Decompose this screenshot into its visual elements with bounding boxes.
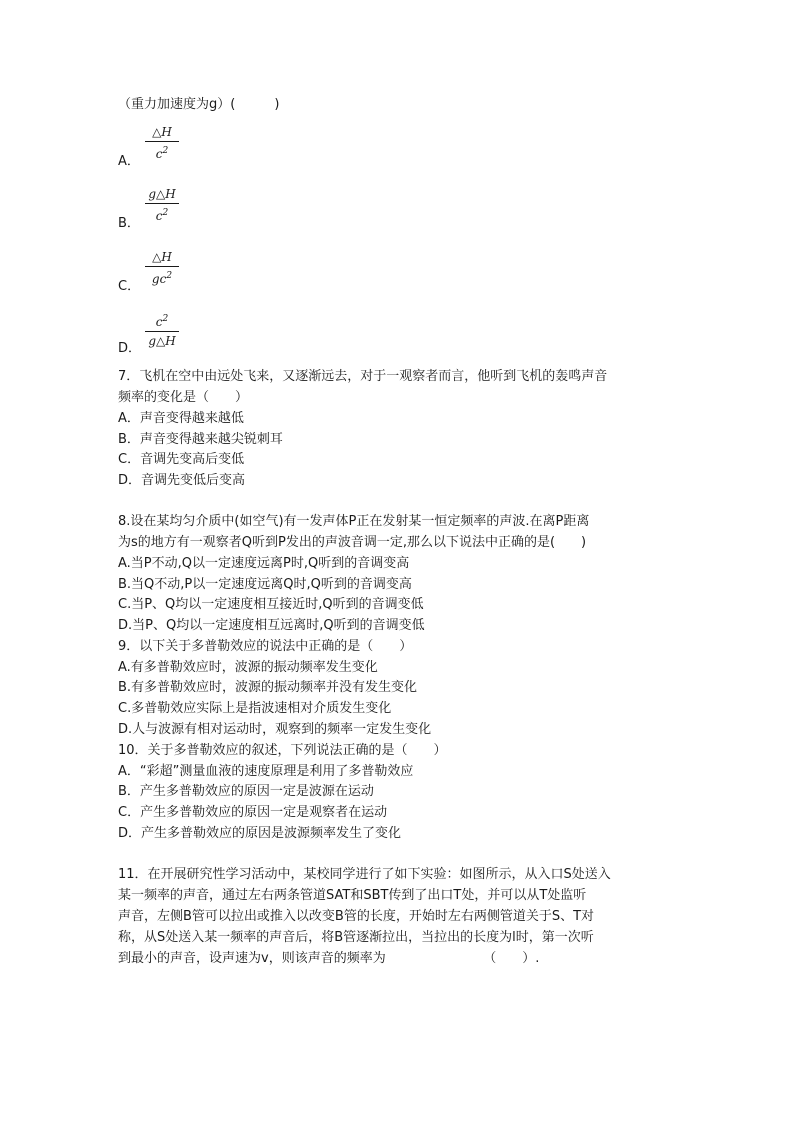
q10-option-a: A．“彩超”测量血液的速度原理是利用了多普勒效应 (118, 764, 414, 779)
q11-stem-line-5: 到最小的声音，设声速为v，则该声音的频率为 （ ）. (118, 951, 540, 966)
q11-stem-line-3: 声音，左侧B管可以拉出或推入以改变B管的长度，开始时左右两侧管道关于S、T对 (118, 909, 595, 924)
q7-stem-line-2: 频率的变化是（ ） (118, 390, 249, 405)
fraction-bar (145, 331, 179, 332)
q11-stem-line-4: 称，从S处送入某一频率的声音后，将B管逐渐拉出，当拉出的长度为l时，第一次听 (118, 930, 594, 945)
q8-option-a: A.当P不动,Q以一定速度远离P时,Q听到的音调变高 (118, 556, 410, 571)
q9-option-d: D.人与波源有相对运动时，观察到的频率一定发生变化 (118, 722, 432, 737)
fraction-bar (145, 266, 179, 267)
fraction-denominator: g△H (148, 334, 176, 348)
q10-option-b: B．产生多普勒效应的原因一定是波源在运动 (118, 784, 374, 799)
q6-option-a-fraction (145, 124, 179, 162)
fraction-bar (145, 141, 179, 142)
q10-stem: 10．关于多普勒效应的叙述，下列说法正确的是（ ） (118, 743, 447, 758)
q6-stem-tail: （重力加速度为g）( ) (118, 97, 280, 112)
q9-option-c: C.多普勒效应实际上是指波速相对介质发生变化 (118, 701, 392, 716)
q7-stem-line-1: 7．飞机在空中由远处飞来，又逐渐远去，对于一观察者而言，他听到飞机的轰鸣声音 (118, 369, 608, 384)
q8-stem-line-1: 8.设在某均匀介质中(如空气)有一发声体P正在发射某一恒定频率的声波.在离P距离 (118, 514, 590, 529)
q8-option-d: D.当P、Q均以一定速度相互远离时,Q听到的音调变低 (118, 618, 425, 633)
q6-option-d-label: D． (118, 341, 142, 356)
q8-option-c: C.当P、Q均以一定速度相互接近时,Q听到的音调变低 (118, 597, 424, 612)
q9-option-b: B.有多普勒效应时，波源的振动频率并没有发生变化 (118, 680, 418, 695)
fraction-denominator: $c^2$ (155, 146, 169, 161)
q9-stem: 9．以下关于多普勒效应的说法中正确的是（ ） (118, 639, 413, 654)
q6-option-a-label: A． (118, 154, 140, 169)
fraction-numerator: g△H (148, 187, 176, 201)
q10-option-c: C．产生多普勒效应的原因一定是观察者在运动 (118, 805, 388, 820)
q7-option-a: A．声音变得越来越低 (118, 411, 244, 426)
q10-option-d: D．产生多普勒效应的原因是波源频率发生了变化 (118, 826, 402, 841)
q7-option-d: D．音调先变低后变高 (118, 473, 246, 488)
q8-stem-line-2: 为s的地方有一观察者Q听到P发出的声波音调一定,那么以下说法中正确的是( ) (118, 535, 587, 550)
q11-stem-line-1: 11．在开展研究性学习活动中，某校同学进行了如下实验：如图所示，从入口S处送入 (118, 867, 611, 882)
fraction-bar (145, 203, 179, 204)
q6-option-b-label: B． (118, 216, 140, 231)
q9-option-a: A.有多普勒效应时，波源的振动频率发生变化 (118, 660, 378, 675)
q7-option-c: C．音调先变高后变低 (118, 452, 245, 467)
fraction-numerator: $c^2$ (155, 314, 169, 329)
q7-option-b: B．声音变得越来越尖锐刺耳 (118, 432, 283, 447)
q6-option-b-fraction (145, 186, 179, 224)
q6-option-d-fraction (145, 311, 179, 349)
fraction-numerator: △H (152, 250, 172, 264)
q11-stem-line-2: 某一频率的声音，通过左右两条管道SAT和SBT传到了出口T处，并可以从T处监听 (118, 888, 587, 903)
q8-option-b: B.当Q不动,P以一定速度远离Q时,Q听到的音调变高 (118, 577, 412, 592)
q6-option-c-label: C． (118, 279, 141, 294)
fraction-numerator: △H (152, 125, 172, 139)
fraction-denominator: $c^2$ (155, 208, 169, 223)
q6-option-c-fraction (145, 249, 179, 287)
fraction-denominator: $gc^2$ (151, 271, 173, 286)
